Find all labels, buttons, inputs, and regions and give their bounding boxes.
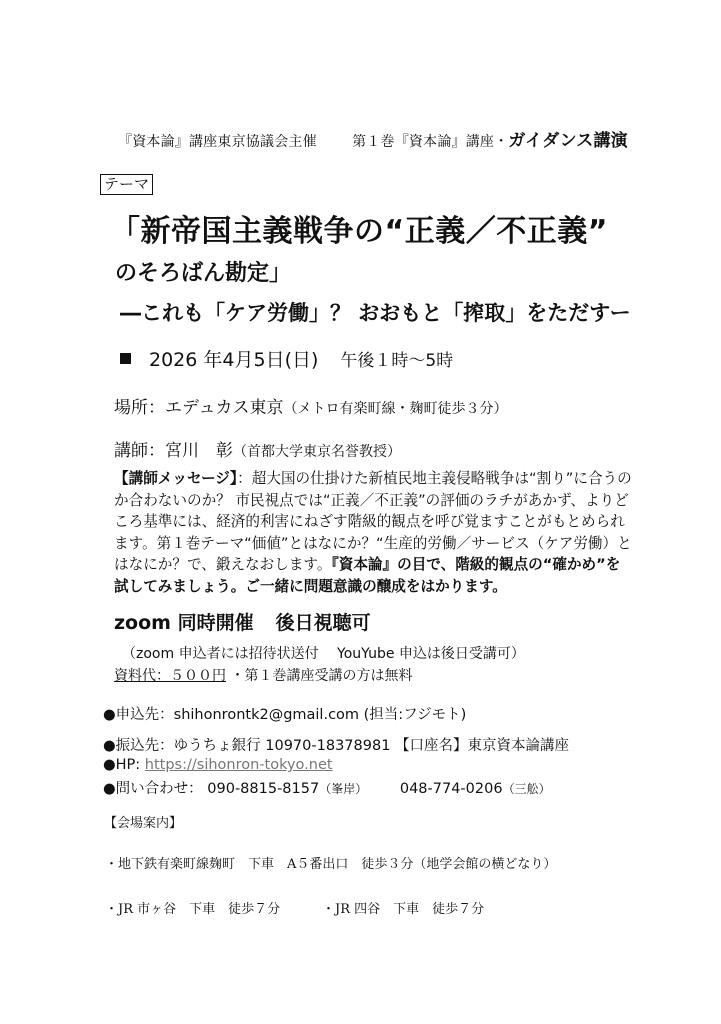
main-title-line2: のそろばん勘定」 [115,261,292,286]
fee-label: 資料代：５００円 [114,668,226,684]
message-body: ：超大国の仕掛けた新植民地主義侵略戦争は“割り”に合うのか合わないのか？ 市民視点では“正義／不正義”の評価のラチがあかず、よりどころ基準には、経済的利害にねざす階級的観点を呼び覚ますことがもとめられます。第１巻テーマ“価値”とはなにか？“生産的労働／サービス（ケア労働）とはなにか？で、鍛えなおします。 [114,470,632,573]
venue-label: 場所：エデュカス東京 [114,398,284,418]
application-contact: ●申込先：shihonrontk2@gmail.com (担当:フジモト) [103,707,467,723]
zoom-note: （zoom 申込者には招待状送付 YouYube 申込は後日受講可） [122,646,525,662]
inquiry-tel1: 090-8815-8157 [207,781,320,797]
fee [114,665,412,685]
zoom-later: 後日視聴可 [275,612,371,634]
theme-label: テーマ [100,174,153,195]
subtitle: ―これも「ケア労働」？ おおもと「搾取」をただすー [120,301,631,325]
hp-label: ●HP: [103,757,145,773]
inquiry-tel2: 048-774-0206 [399,781,503,797]
hp-link[interactable]: https://sihonron-tokyo.net [144,757,333,773]
zoom-info [114,608,371,635]
message-label: 【講師メッセージ】 [114,470,238,487]
access-heading: 【会場案内】 [104,816,183,831]
event-time: 午後１時～5時 [340,351,454,371]
access-line2: ・JR 市ヶ谷 下車 徒歩７分 [105,902,281,917]
organizer-text: 『資本論』講座東京協議会主催 [118,134,317,150]
inquiry-name1: （峯岸） [319,782,368,796]
zoom-simultaneous: zoom 同時開催 [114,612,254,634]
event-datetime [120,345,453,372]
lecturer-label: 講師：宮川 彰 [114,441,233,461]
message-emphasis: 『資本論』の目で、階級的観点の“確かめ”を試してみましょう。ご一緒に問題意識の醸成をはかります。 [114,556,621,595]
inquiry [103,777,551,798]
access-line1: ・地下鉄有楽町線麹町 下車 A５番出口 徒歩３分（地学会館の横どなり） [105,857,557,872]
main-title-line1: 「新帝国主義戦争の“正義／不正義” [110,214,608,249]
bank-transfer: ●振込先：ゆうちょ銀行 10970-18378981 【口座名】東京資本論講座 [103,738,570,754]
guidance-title: ガイダンス講演 [508,131,628,151]
inquiry-name2: （三舩） [502,782,551,796]
lecturer-message [114,468,634,597]
lecturer [114,436,401,461]
inquiry-label: ●問い合わせ： [103,781,203,797]
homepage [103,757,333,773]
header [118,126,628,151]
venue-detail: （メトロ有楽町線・麹町徒歩３分） [283,401,508,417]
lecturer-detail: （首都大学東京名誉教授） [233,444,401,460]
venue [114,393,508,418]
event-date: 2026 年4月5日(日) [149,349,319,371]
access-line3: ・JR 四谷 下車 徒歩７分 [322,902,485,917]
square-bullet-icon [120,353,131,364]
fee-note: ・第１巻講座受講の方は無料 [230,668,413,684]
series-text: 第１巻『資本論』講座・ [352,134,509,150]
